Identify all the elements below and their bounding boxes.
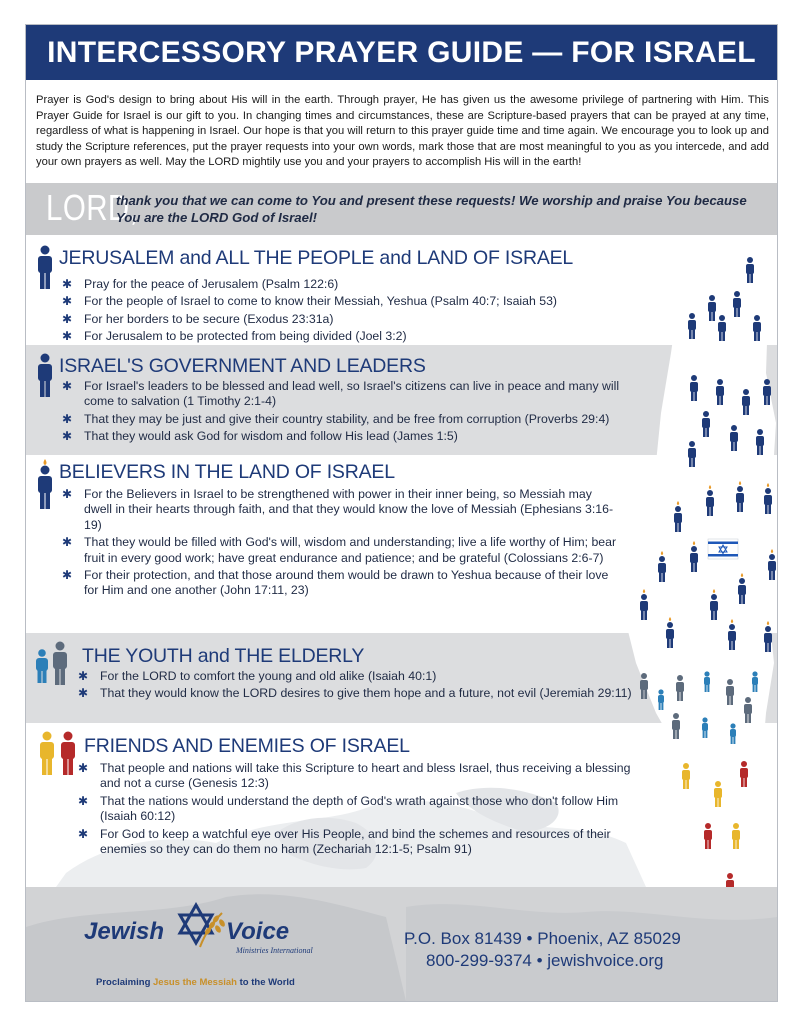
list-item: ✱ For their protection, and that those around them would be drawn to Yeshua because of their love for Him and one another (John 17:11, 23) xyxy=(62,568,609,598)
intro-paragraph: Prayer is God's design to bring about His will in the earth. Through prayer, He has given us the awesome privilege of partnering with Him. This Prayer Guide for Israel is our gift to you. In changing times and circumstances, these are Scripture-based prayers that can be prayed at any time, regardless of what is happening in Israel. Our hope is that you will return to this prayer guide time and time again. We encourage you to look up and study the Scripture references, put the prayer requests into your own words, mark those that are most meaningful to you as you intercede, and add your own prayers as well. May the LORD mightily use you and your prayers to accomplish His will in the earth! xyxy=(36,94,769,169)
list-item: ✱ For the LORD to comfort the young and old alike (Isaiah 40:1) xyxy=(78,669,437,683)
section-title: ISRAEL'S GOVERNMENT AND LEADERS xyxy=(59,355,426,377)
section-title: FRIENDS AND ENEMIES OF ISRAEL xyxy=(84,735,410,757)
israel-flag-icon xyxy=(708,539,738,559)
list-item: ✱ For her borders to be secure (Exodus 23:31a) xyxy=(62,311,334,326)
person-icon xyxy=(35,245,55,291)
prayer-list xyxy=(62,277,622,347)
friend-and-enemy-icon xyxy=(36,731,80,777)
youth-and-elder-icon xyxy=(34,641,70,687)
page-title: INTERCESSORY PRAYER GUIDE — FOR ISRAEL xyxy=(26,25,777,80)
section-title: BELIEVERS IN THE LAND OF ISRAEL xyxy=(59,461,395,483)
list-item: ✱ That they would ask God for wisdom and follow His lead (James 1:5) xyxy=(62,429,458,444)
lord-prayer-text: thank you that we can come to You and present these requests! We worship and praise You because You are the LORD God of Israel! xyxy=(116,193,747,225)
list-item: ✱ For the Believers in Israel to be strengthened with power in their inner being, so Messiah may dwell in their hearts through faith, and that they would know the love of Messiah (Ephesians 3:16-19) xyxy=(62,487,614,532)
logo-subtitle: Ministries International xyxy=(236,946,313,955)
list-item: ✱ For Israel's leaders to be blessed and lead well, so Israel's citizens can live in peace and many will come to salvation (1 Timothy 2:1-4) xyxy=(62,379,620,409)
list-item: ✱ That people and nations will take this Scripture to heart and bless Israel, thus receiving a blessing and not a curse (Genesis 12:3) xyxy=(78,761,631,791)
lord-banner xyxy=(26,183,777,235)
contact-info[interactable]: 800-299-9374 • jewishvoice.org xyxy=(426,951,664,970)
list-item: ✱ That the nations would understand the depth of God's wrath against those who don't follow Him (Isaiah 60:12) xyxy=(78,793,619,824)
list-item: ✱ Pray for the peace of Jerusalem (Psalm 122:6) xyxy=(62,277,339,291)
list-item: ✱ For Jerusalem to be protected from being divided (Joel 3:2) xyxy=(62,329,407,344)
list-item: ✱ That they would be filled with God's will, wisdom and understanding; live a life worthy of Him; bear fruit in every good work; have great endurance and patience; and be grateful (Colossians 2:6-7) xyxy=(62,535,617,565)
lord-word: LORD, xyxy=(46,187,139,228)
person-icon xyxy=(35,353,55,399)
logo-graphic xyxy=(84,901,324,979)
list-item: ✱ For the people of Israel to come to know their Messiah, Yeshua (Psalm 40:7; Isaiah 53) xyxy=(62,294,558,309)
list-item: ✱ For God to keep a watchful eye over His People, and bind the schemes and resources of their enemies so they can do them no harm (Zechariah 12:1-5; Psalm 91) xyxy=(78,826,611,857)
logo-word-voice: Voice xyxy=(226,918,290,945)
prayer-guide-sheet xyxy=(25,24,778,1002)
prayer-list xyxy=(62,379,622,447)
prayer-list xyxy=(62,487,622,601)
prayer-list xyxy=(78,669,638,704)
section-title: THE YOUTH and THE ELDERLY xyxy=(82,645,365,667)
logo-word-jewish: Jewish xyxy=(84,918,165,945)
list-item: ✱ That they may be just and give their country stability, and be free from corruption (Proverbs 29:4) xyxy=(62,411,610,426)
israel-map-illustration xyxy=(616,243,777,903)
section-title: JERUSALEM and ALL THE PEOPLE and LAND OF ISRAEL xyxy=(59,247,574,269)
list-item: ✱ That they would know the LORD desires to give them hope and a future, not evil (Jeremiah 29:11) xyxy=(78,686,632,701)
tagline: Proclaiming Jesus the Messiah to the World xyxy=(96,977,295,988)
person-with-flame-icon xyxy=(35,459,55,511)
mailing-address: P.O. Box 81439 • Phoenix, AZ 85029 xyxy=(404,929,681,948)
jewish-voice-logo[interactable] xyxy=(84,901,324,984)
prayer-list xyxy=(78,761,638,859)
